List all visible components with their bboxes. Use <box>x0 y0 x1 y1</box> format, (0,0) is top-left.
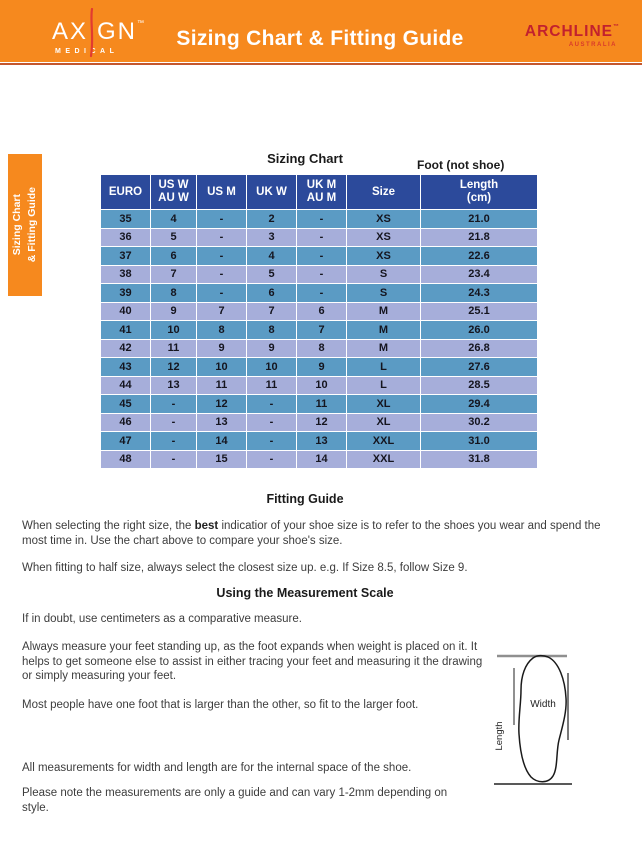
table-row <box>101 432 537 450</box>
table-cell: - <box>151 414 196 432</box>
table-cell: 6 <box>297 303 346 321</box>
table-cell: 31.8 <box>421 451 537 469</box>
table-cell: 22.6 <box>421 247 537 265</box>
table-cell: 13 <box>297 432 346 450</box>
axign-wordmark <box>52 11 144 45</box>
table-cell: 12 <box>297 414 346 432</box>
table-cell: 2 <box>247 210 296 228</box>
table-header-cell: EURO <box>101 175 150 209</box>
axign-trademark: ™ <box>137 20 145 27</box>
archline-logo <box>503 23 619 48</box>
table-cell: 7 <box>197 303 246 321</box>
length-label: Length <box>494 721 505 751</box>
table-cell: - <box>197 284 246 302</box>
table-cell: 48 <box>101 451 150 469</box>
table-cell: 45 <box>101 395 150 413</box>
table-cell: 40 <box>101 303 150 321</box>
table-row <box>101 321 537 339</box>
table-row <box>101 395 537 413</box>
table-cell: 27.6 <box>421 358 537 376</box>
foot-outline-icon <box>519 656 566 782</box>
table-cell: 15 <box>197 451 246 469</box>
table-cell: XS <box>347 229 420 247</box>
p1-text-b: indicatior of your shoe size is to refer to the shoes you wear and spend the most time in. Use the chart above to compare your shoe's size. <box>22 520 601 547</box>
table-row <box>101 451 537 469</box>
archline-wordmark <box>503 23 619 41</box>
table-cell: 25.1 <box>421 303 537 321</box>
table-cell: - <box>297 266 346 284</box>
table-cell: 29.4 <box>421 395 537 413</box>
table-cell: - <box>197 229 246 247</box>
table-header-cell: UK W <box>247 175 296 209</box>
table-cell: M <box>347 321 420 339</box>
table-cell: M <box>347 340 420 358</box>
side-tab-line2: & Fitting Guide <box>26 187 38 263</box>
table-cell: - <box>151 432 196 450</box>
table-cell: 39 <box>101 284 150 302</box>
table-cell: S <box>347 266 420 284</box>
table-cell: - <box>197 210 246 228</box>
side-tab-line1: Sizing Chart <box>11 194 23 256</box>
table-cell: 10 <box>297 377 346 395</box>
table-row <box>101 247 537 265</box>
measurement-paragraph-5: Please note the measurements are only a guide and can vary 1-2mm depending on style. <box>22 787 448 814</box>
table-cell: XS <box>347 247 420 265</box>
fitting-guide-title: Fitting Guide <box>266 492 344 506</box>
measurement-paragraph-4: All measurements for width and length are for the internal space of the shoe. <box>22 762 412 774</box>
table-cell: 30.2 <box>421 414 537 432</box>
table-cell: - <box>197 247 246 265</box>
table-cell: 43 <box>101 358 150 376</box>
table-cell: 7 <box>247 303 296 321</box>
table-cell: - <box>247 414 296 432</box>
table-cell: 23.4 <box>421 266 537 284</box>
table-cell: 11 <box>197 377 246 395</box>
table-cell: 8 <box>297 340 346 358</box>
table-row <box>101 284 537 302</box>
table-cell: 28.5 <box>421 377 537 395</box>
table-cell: 41 <box>101 321 150 339</box>
table-cell: S <box>347 284 420 302</box>
width-label: Width <box>530 699 556 710</box>
table-cell: 47 <box>101 432 150 450</box>
table-row <box>101 266 537 284</box>
table-header-cell: US M <box>197 175 246 209</box>
axign-part2: GN <box>97 18 138 45</box>
p1-text-a: When selecting the right size, the <box>22 520 195 532</box>
table-cell: - <box>297 247 346 265</box>
sizing-table-body <box>101 210 537 468</box>
foot-measurement-diagram <box>488 648 642 793</box>
table-cell: 11 <box>297 395 346 413</box>
side-tab <box>8 154 42 296</box>
table-row <box>101 414 537 432</box>
table-cell: 14 <box>297 451 346 469</box>
table-row <box>101 340 537 358</box>
table-cell: M <box>347 303 420 321</box>
table-cell: 10 <box>197 358 246 376</box>
axign-red-brush-icon <box>88 8 96 58</box>
table-cell: 5 <box>151 229 196 247</box>
table-header-cell: US W AU W <box>151 175 196 209</box>
table-cell: - <box>247 395 296 413</box>
foot-not-shoe-label: Foot (not shoe) <box>417 158 505 172</box>
table-cell: XS <box>347 210 420 228</box>
table-cell: XL <box>347 395 420 413</box>
axign-medical-logo <box>52 11 144 55</box>
table-header-cell: Size <box>347 175 420 209</box>
table-cell: 31.0 <box>421 432 537 450</box>
table-cell: 36 <box>101 229 150 247</box>
table-cell: 24.3 <box>421 284 537 302</box>
table-cell: 13 <box>151 377 196 395</box>
measurement-paragraph-1: If in doubt, use centimeters as a comparative measure. <box>22 613 302 625</box>
table-cell: 21.0 <box>421 210 537 228</box>
axign-medical-label: MEDICAL <box>55 48 119 55</box>
fitting-guide-paragraph-1 <box>22 519 622 548</box>
table-cell: XXL <box>347 432 420 450</box>
table-cell: 35 <box>101 210 150 228</box>
measurement-paragraph-3: Most people have one foot that is larger than the other, so fit to the larger foot. <box>22 699 419 711</box>
table-cell: 14 <box>197 432 246 450</box>
table-cell: - <box>151 395 196 413</box>
table-cell: 9 <box>197 340 246 358</box>
table-cell: - <box>297 284 346 302</box>
table-cell: 13 <box>197 414 246 432</box>
table-cell: 12 <box>151 358 196 376</box>
archline-australia-label: AUSTRALIA <box>568 42 617 48</box>
table-cell: 8 <box>151 284 196 302</box>
table-cell: 26.8 <box>421 340 537 358</box>
table-cell: 8 <box>197 321 246 339</box>
table-row <box>101 377 537 395</box>
table-row <box>101 303 537 321</box>
measurement-scale-title: Using the Measurement Scale <box>216 586 394 600</box>
table-header-cell: UK M AU M <box>297 175 346 209</box>
table-cell: - <box>247 432 296 450</box>
table-row <box>101 358 537 376</box>
fitting-guide-paragraph-2: When fitting to half size, always select the closest size up. e.g. If Size 8.5, follow Size 9. <box>22 562 468 574</box>
table-cell: 9 <box>297 358 346 376</box>
table-cell: 6 <box>151 247 196 265</box>
table-cell: 8 <box>247 321 296 339</box>
table-row <box>101 210 537 228</box>
table-cell: 11 <box>151 340 196 358</box>
table-cell: 26.0 <box>421 321 537 339</box>
table-cell: - <box>151 451 196 469</box>
table-cell: - <box>297 229 346 247</box>
table-cell: 4 <box>151 210 196 228</box>
sizing-chart-title: Sizing Chart <box>267 151 343 166</box>
table-cell: 7 <box>151 266 196 284</box>
side-tab-label <box>10 187 40 262</box>
axign-part1: AX <box>52 18 89 45</box>
table-cell: L <box>347 377 420 395</box>
table-cell: 46 <box>101 414 150 432</box>
sizing-table <box>100 174 538 469</box>
table-cell: - <box>297 210 346 228</box>
header-bar <box>0 0 642 62</box>
table-cell: 9 <box>151 303 196 321</box>
table-cell: XXL <box>347 451 420 469</box>
table-cell: 3 <box>247 229 296 247</box>
header-divider <box>0 63 642 65</box>
table-cell: 10 <box>151 321 196 339</box>
archline-name: ARCHLINE <box>524 23 613 40</box>
table-cell: - <box>247 451 296 469</box>
table-cell: 38 <box>101 266 150 284</box>
table-cell: 42 <box>101 340 150 358</box>
table-cell: 4 <box>247 247 296 265</box>
table-row <box>101 229 537 247</box>
table-cell: 21.8 <box>421 229 537 247</box>
table-cell: 44 <box>101 377 150 395</box>
table-cell: 10 <box>247 358 296 376</box>
measurement-paragraph-2: Always measure your feet standing up, as the foot expands when weight is placed on it. It helps to get someone else to assist in either tracing your feet and measuring it the drawing or simply measuring your feet. <box>22 641 483 682</box>
table-header-cell: Length (cm) <box>421 175 537 209</box>
table-header-row <box>101 175 537 209</box>
table-cell: 7 <box>297 321 346 339</box>
table-cell: 12 <box>197 395 246 413</box>
table-cell: 37 <box>101 247 150 265</box>
table-cell: 5 <box>247 266 296 284</box>
table-cell: - <box>197 266 246 284</box>
table-cell: 11 <box>247 377 296 395</box>
p1-bold-word: best <box>194 520 219 532</box>
table-cell: 9 <box>247 340 296 358</box>
table-cell: L <box>347 358 420 376</box>
table-cell: XL <box>347 414 420 432</box>
archline-trademark: ™ <box>613 24 619 30</box>
table-cell: 6 <box>247 284 296 302</box>
page-title: Sizing Chart & Fitting Guide <box>176 27 464 50</box>
